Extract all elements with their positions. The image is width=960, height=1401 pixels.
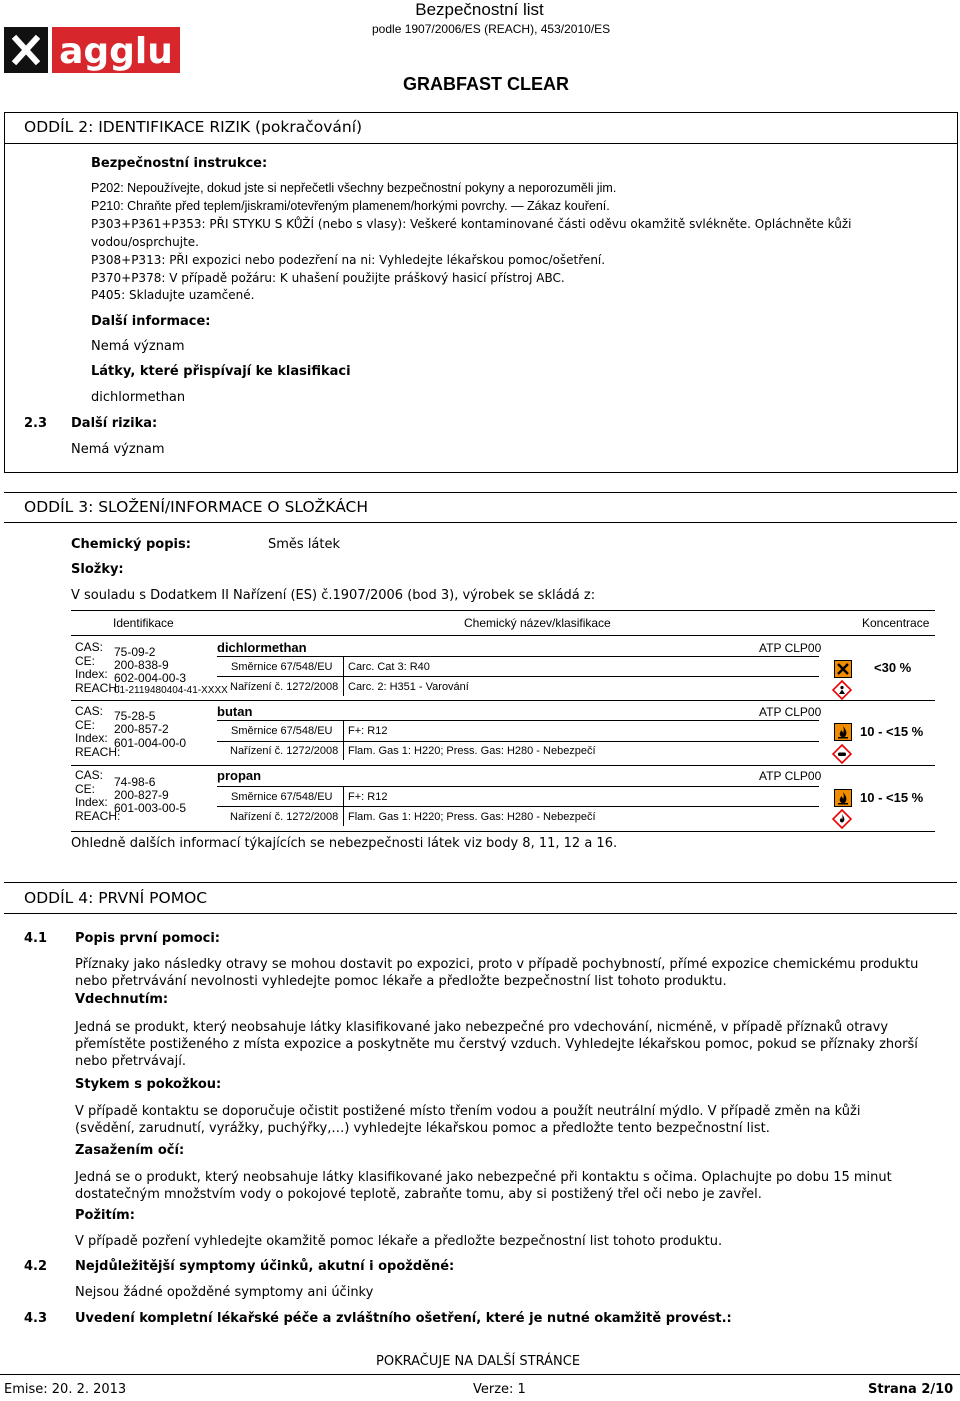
skin-contact-text: V případě kontaktu se doporučuje očistit postižené místo třením vodou a použít neutrální mýdlo. V případě změn na kůži (svědění, zarudnutí, vyrážky, puchýřky,…) vyhledejte lékařskou pomoc a předložte tento bezpečnostní list. (75, 1104, 861, 1136)
ce-label: CE: (75, 653, 96, 668)
header-chemical-name: Chemický název/klasifikace (464, 616, 611, 630)
section2-title: ODDÍL 2: IDENTIFIKACE RIZIK (pokračování) (24, 118, 363, 136)
subsection-number: 4.1 (24, 931, 48, 946)
row-rule (217, 786, 819, 787)
row-separator (71, 700, 935, 701)
skin-contact-heading: Stykem s pokožkou: (75, 1077, 222, 1092)
index-value: 601-003-00-5 (114, 801, 187, 815)
contributing-substances-value: dichlormethan (91, 390, 186, 405)
eye-contact-heading: Zasažením očí: (75, 1143, 185, 1158)
directive-label: Směrnice 67/548/EU (231, 791, 333, 803)
p-statement: P210: Chraňte před teplem/jiskrami/otevřeným plamenem/horkými povrchy. — Zákaz kouření. (91, 199, 610, 213)
ce-label: CE: (75, 717, 96, 732)
directive-classification: F+: R12 (348, 791, 388, 803)
further-info-heading: Další informace: (91, 314, 211, 329)
regulation-label: Nařízení č. 1272/2008 (230, 745, 339, 757)
regulation-classification: Flam. Gas 1: H220; Press. Gas: H280 - Nebezpečí (348, 745, 596, 757)
regulation-classification: Flam. Gas 1: H220; Press. Gas: H280 - Nebezpečí (348, 811, 596, 823)
document-title: Bezpečnostní list (415, 0, 544, 19)
row-rule (217, 656, 819, 657)
substance-name: propan (217, 768, 262, 783)
atp-label: ATP CLP00 (759, 769, 822, 783)
product-name: GRABFAST CLEAR (403, 74, 569, 94)
agglu-logo (4, 27, 180, 73)
issue-date: Emise: 20. 2. 2013 (4, 1382, 127, 1397)
footer-rule (0, 1374, 960, 1375)
reach-label: REACH: (75, 808, 121, 823)
flame-pictogram (834, 723, 852, 741)
further-info-value: Nemá význam (91, 339, 185, 354)
continues-notice: POKRAČUJE NA DALŠÍ STRÁNCE (376, 1354, 581, 1369)
concentration: 10 - <15 % (860, 790, 924, 805)
medical-care-heading: Uvedení kompletní lékařské péče a zvláštního ošetření, které je nutné okamžitě provést.: (75, 1311, 732, 1326)
chemical-description-value: Směs látek (268, 537, 341, 552)
directive-label: Směrnice 67/548/EU (231, 661, 333, 673)
concentration: <30 % (874, 660, 912, 675)
inhalation-heading: Vdechnutím: (75, 992, 169, 1007)
index-label: Index: (75, 731, 108, 745)
directive-label: Směrnice 67/548/EU (231, 725, 333, 737)
subsection-number: 4.2 (24, 1259, 48, 1274)
atp-label: ATP CLP00 (759, 705, 822, 719)
p-statement: P370+P378: V případě požáru: K uhašení použijte práškový hasicí přístroj ABC. (91, 271, 565, 285)
cas-value: 74-98-6 (114, 775, 156, 789)
directive-classification: Carc. Cat 3: R40 (348, 661, 430, 673)
substance-name: butan (217, 704, 253, 719)
index-value: 601-004-00-0 (114, 736, 187, 750)
subsection-number: 2.3 (24, 416, 48, 431)
composition-footnote: Ohledně dalších informací týkajících se nebezpečnosti látek viz body 8, 11, 12 a 16. (71, 836, 618, 851)
first-aid-intro: Příznaky jako následky otravy se mohou dostavit po expozici, proto v případě pochybností, přímé expozice chemickému produktu nebo přetrvávání nevolnosti vyhledejte pomoc lékaře a předložte bezpečnostní list tohoto produktu. (75, 957, 919, 989)
p-statement: P405: Skladujte uzamčené. (91, 288, 255, 302)
ingestion-heading: Požitím: (75, 1208, 135, 1223)
cas-value: 75-28-5 (114, 709, 156, 723)
header-concentration: Koncentrace (862, 616, 930, 630)
components-label: Složky: (71, 562, 124, 577)
chemical-description-label: Chemický popis: (71, 537, 191, 552)
header-identification: Identifikace (113, 616, 174, 630)
version: Verze: 1 (473, 1382, 526, 1397)
section4-title: ODDÍL 4: PRVNÍ POMOC (24, 889, 208, 907)
cas-label: CAS: (75, 768, 104, 782)
regulation-label: Nařízení č. 1272/2008 (230, 681, 339, 693)
cas-value: 75-09-2 (114, 645, 156, 659)
substance-name: dichlormethan (217, 640, 307, 655)
row-vrule (343, 720, 344, 760)
reach-label: REACH: (75, 744, 121, 759)
table-header-rule (71, 635, 935, 636)
row-rule (217, 741, 819, 742)
ingestion-text: V případě pozření vyhledejte okamžitě pomoc lékaře a předložte bezpečnostní list tohoto produktu. (75, 1234, 723, 1249)
index-value: 602-004-00-3 (114, 671, 187, 685)
section3-title: ODDÍL 3: SLOŽENÍ/INFORMACE O SLOŽKÁCH (24, 498, 369, 516)
cas-label: CAS: (75, 640, 104, 654)
subsection-number: 4.3 (24, 1311, 48, 1326)
directive-classification: F+: R12 (348, 725, 388, 737)
regulation-classification: Carc. 2: H351 - Varování (348, 681, 469, 693)
ce-value: 200-857-2 (114, 722, 169, 736)
symptoms-text: Nejsou žádné opožděné symptomy ani účinky (75, 1285, 374, 1300)
inhalation-text: Jedná se produkt, který neobsahuje látky klasifikované jako nebezpečné pro vdechování, nicméně, v případě příznaků otravy přemístěte postiženého z místa expozice a poskytněte mu čerstvý vzduch. Vyhledejte lékařskou pomoc, pokud se příznaky zhorší nebo přetrvávají. (75, 1020, 918, 1069)
ce-label: CE: (75, 781, 96, 796)
regulation-reference: podle 1907/2006/ES (REACH), 453/2010/ES (372, 22, 611, 36)
index-label: Index: (75, 795, 108, 809)
p-statement: P202: Nepoužívejte, dokud jste si nepřečetli všechny bezpečnostní pokyny a neporozuměli jim. (91, 181, 617, 195)
index-label: Index: (75, 667, 108, 681)
section4-title-rule (4, 913, 957, 914)
p-statement: P308+P313: PŘI expozici nebo podezření na ni: Vyhledejte lékařskou pomoc/ošetření. (91, 253, 606, 267)
ce-value: 200-827-9 (114, 788, 169, 802)
eye-contact-text: Jedná se o produkt, který neobsahuje látky klasifikované jako nebezpečné při kontaktu s očima. Oplachujte po dobu 15 minut dostatečným množstvím vody o pokojové teplotě, zabraňte tomu, aby si postižený třel oči nebo je zavřel. (75, 1170, 892, 1202)
reach-label: REACH: (75, 680, 121, 695)
contributing-substances-heading: Látky, které přispívají ke klasifikaci (91, 364, 351, 379)
section3-title-rule (4, 522, 957, 523)
p-statement: vodou/osprchujte. (91, 235, 199, 249)
row-separator (71, 765, 935, 766)
atp-label: ATP CLP00 (759, 641, 822, 655)
row-vrule (343, 786, 344, 826)
section2-top-rule (4, 112, 957, 113)
logo-text: agglu (59, 31, 173, 72)
harmful-x-pictogram (834, 660, 852, 678)
section2-title-rule (4, 143, 957, 144)
safety-instructions-heading: Bezpečnostní instrukce: (91, 156, 268, 171)
concentration: 10 - <15 % (860, 724, 924, 739)
table-bottom-rule (71, 831, 935, 832)
symptoms-heading: Nejdůležitější symptomy účinků, akutní i opožděné: (75, 1259, 455, 1274)
flame-pictogram (832, 809, 850, 827)
other-risks-value: Nemá význam (71, 442, 165, 457)
reach-value: 01-2119480404-41-XXXX (114, 685, 228, 696)
gas-cylinder-pictogram (832, 744, 850, 762)
section3-top-rule (4, 492, 957, 493)
row-rule (217, 806, 819, 807)
first-aid-heading: Popis první pomoci: (75, 931, 220, 946)
row-rule (217, 720, 819, 721)
ce-value: 200-838-9 (114, 658, 169, 672)
row-rule (217, 676, 819, 677)
p-statement: P303+P361+P353: PŘI STYKU S KŮŽÍ (nebo s vlasy): Veškeré kontaminované části oděvu okamžitě svlékněte. Opláchněte kůži (91, 217, 852, 231)
health-hazard-pictogram (832, 680, 850, 698)
cas-label: CAS: (75, 704, 104, 718)
table-top-rule (71, 610, 935, 611)
page-number: Strana 2/10 (868, 1382, 954, 1397)
row-vrule (343, 656, 344, 696)
regulation-label: Nařízení č. 1272/2008 (230, 811, 339, 823)
annex-statement: V souladu s Dodatkem II Nařízení (ES) č.1907/2006 (bod 3), výrobek se skládá z: (71, 588, 596, 603)
other-risks-heading: Další rizika: (71, 416, 158, 431)
flame-pictogram (834, 789, 852, 807)
section4-top-rule (4, 882, 957, 883)
